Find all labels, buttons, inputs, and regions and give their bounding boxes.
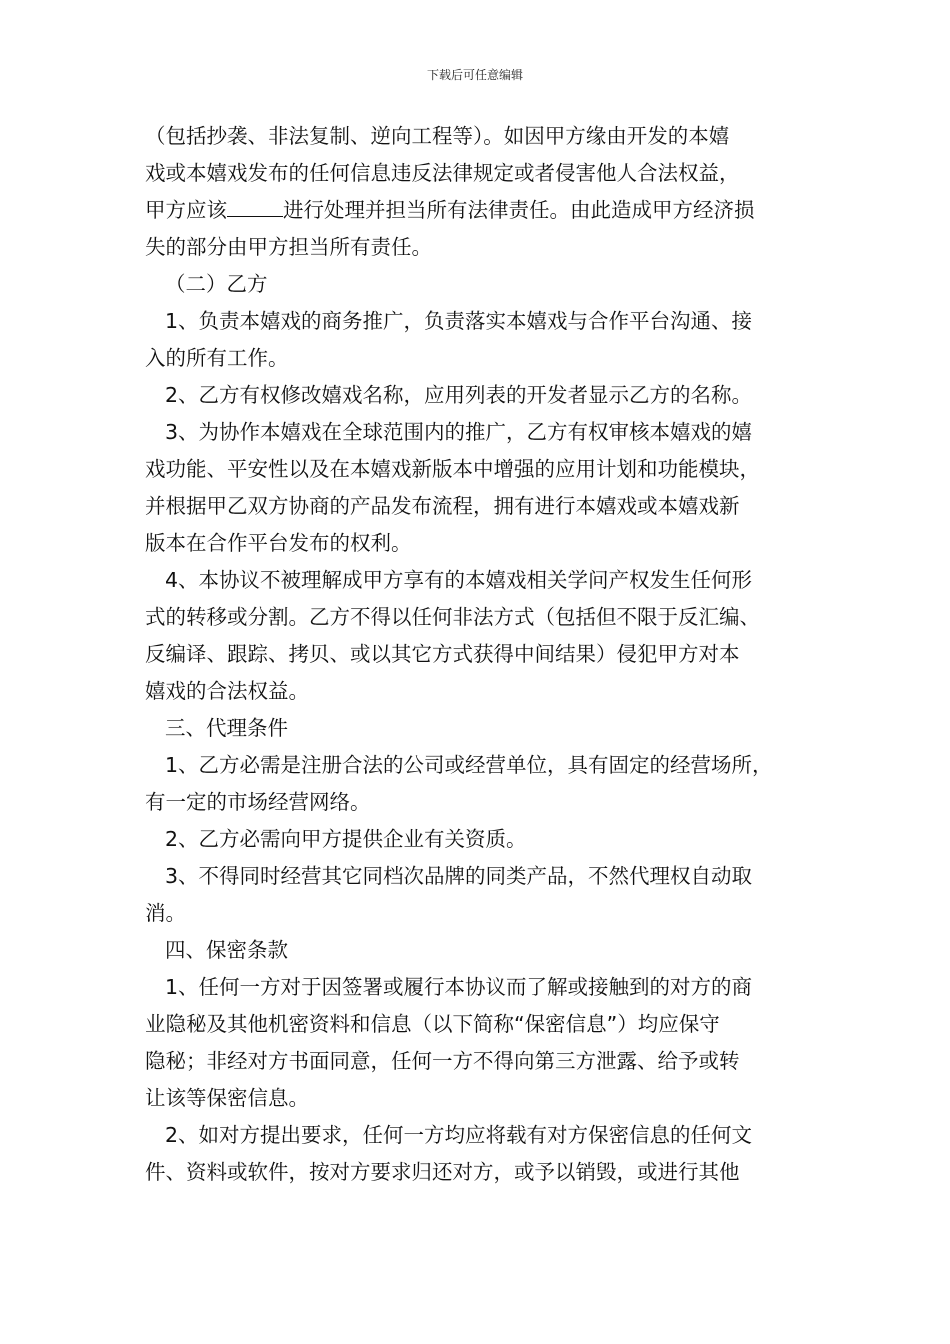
- text-line: 消。: [145, 901, 186, 925]
- text-line: 1、任何一方对于因签署或履行本协议而了解或接触到的对方的商: [165, 975, 753, 999]
- text-line: 版本在合作平台发布的权利。: [145, 531, 412, 555]
- text-line: 1、负责本嬉戏的商务推广，负责落实本嬉戏与合作平台沟通、接: [165, 309, 753, 333]
- text-line: 并根据甲乙双方协商的产品发布流程，拥有进行本嬉戏或本嬉戏新: [145, 494, 740, 518]
- text-line: 反编译、跟踪、拷贝、或以其它方式获得中间结果）侵犯甲方对本: [145, 642, 740, 666]
- text-line: 件、资料或软件，按对方要求归还对方，或予以销毁，或进行其他: [145, 1160, 740, 1184]
- text-line: 1、乙方必需是注册合法的公司或经营单位，具有固定的经营场所，: [165, 753, 773, 777]
- page-header: 下载后可任意编辑: [426, 68, 523, 82]
- text-line: 式的转移或分割。乙方不得以任何非法方式（包括但不限于反汇编、: [145, 605, 760, 629]
- text-line: 失的部分由甲方担当所有责任。: [145, 235, 432, 259]
- fill-in-blank: [227, 198, 283, 217]
- section-heading: 四、保密条款: [165, 938, 288, 962]
- text-line: 隐秘；非经对方书面同意，任何一方不得向第三方泄露、给予或转: [145, 1049, 740, 1073]
- text-line-start: 甲方应该: [145, 198, 227, 222]
- section-heading: （二）乙方: [165, 272, 268, 296]
- text-line: [145, 192, 830, 229]
- document-body: [145, 118, 830, 1191]
- text-line: 2、如对方提出要求，任何一方均应将载有对方保密信息的任何文: [165, 1123, 753, 1147]
- text-line: 3、不得同时经营其它同档次品牌的同类产品，不然代理权自动取: [165, 864, 753, 888]
- text-line: 嬉戏的合法权益。: [145, 679, 309, 703]
- text-line: 2、乙方有权修改嬉戏名称，应用列表的开发者显示乙方的名称。: [165, 383, 753, 407]
- text-line: 3、为协作本嬉戏在全球范围内的推广，乙方有权审核本嬉戏的嬉: [165, 420, 753, 444]
- text-line: 入的所有工作。: [145, 346, 289, 370]
- text-line: 有一定的市场经营网络。: [145, 790, 371, 814]
- text-line: 4、本协议不被理解成甲方享有的本嬉戏相关学问产权发生任何形: [165, 568, 753, 592]
- text-line: 业隐秘及其他机密资料和信息（以下简称“保密信息”）均应保守: [145, 1012, 720, 1036]
- text-line: 戏或本嬉戏发布的任何信息违反法律规定或者侵害他人合法权益，: [145, 161, 740, 185]
- text-line: （包括抄袭、非法复制、逆向工程等）。如因甲方缘由开发的本嬉: [145, 124, 730, 148]
- text-line: 戏功能、平安性以及在本嬉戏新版本中增强的应用计划和功能模块，: [145, 457, 760, 481]
- text-line: 2、乙方必需向甲方提供企业有关资质。: [165, 827, 527, 851]
- section-heading: 三、代理条件: [165, 716, 288, 740]
- text-line-end: 进行处理并担当所有法律责任。由此造成甲方经济损: [283, 198, 755, 222]
- text-line: 让该等保密信息。: [145, 1086, 309, 1110]
